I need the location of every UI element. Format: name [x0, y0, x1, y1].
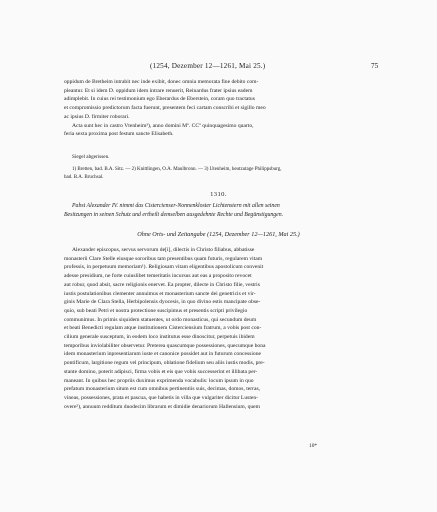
text-line: oppidum de Bretheim intrabit nec inde exibit, donec omnia memorata fine debito com-: [64, 79, 259, 85]
text-line: pleantur. Et si idem D. oppidum idem intrare renuerit, Reinardus frater ipsius eadem: [64, 87, 253, 94]
text-line: maneant. In quibus hec propriis duximus exprimenda vocabulis: locum ipsum in quo: [64, 377, 254, 384]
text-line: temporibus inviolabiliter observetur. Preterea quascumque possessiones, quecumque bona: [64, 342, 266, 349]
signature-mark: 10*: [309, 443, 318, 449]
text-line: vineas, possessiones, prata et pascua, que habetis in villa que vulgariter dicitur Lusten-: [64, 394, 259, 401]
text-line: prefatum monasterium situm est cum omnibus pertinentiis suis, decimas, domos, terras,: [64, 386, 261, 393]
text-line: adesse presidium, ne forte cuiuslibet temeritatis incursus aut eas a proposito revocet: [64, 273, 252, 280]
text-line: communimus. In primis siquidem statuentes, ut ordo monasticus, qui secundum deum: [64, 316, 257, 323]
continuation-paragraph: [64, 78, 382, 139]
date-place-line: Ohne Orts- und Zeitangabe (1254, Dezember 12—1261, Mai 25.): [137, 231, 300, 238]
document-rubric: [64, 202, 382, 220]
text-line: et beati Benedicti regulam atque institutionem Cisterciensium fratrum, a vobis post con-: [64, 325, 262, 332]
text-line: aut robur, quod absit, sacre religionis enervet. Ea propter, dilecte in Christo filie, vestris: [64, 281, 260, 288]
text-line: adimplebit. In cuius rei testimonium ego Eberardus de Eberstein, coram quo tractatus: [64, 96, 255, 103]
text-line: feria sexta proxima post festum sancte Elisabeth.: [64, 131, 174, 138]
rubric-line: Besitzungen in seinen Schutz und ertheilt demselben ausgedehnte Rechte und Begünstigungen.: [64, 211, 284, 218]
running-header: [0, 62, 437, 74]
text-line: iustis postulationibus clementer annuimus et monasterium sancte dei genetricis et vir-: [64, 290, 256, 297]
text-line: quio, sub beati Petri et nostra protectione suscipimus et presentis scripti privilegio: [64, 307, 248, 314]
text-line: professis, in perpetuum memoriam¹). Religiosam vitam eligentibus apostolicum convenit: [64, 264, 264, 271]
text-line: ginis Marie de Clara Stella, Herbipolensis dyocesis, in quo divino estis mancipate obse-: [64, 299, 261, 306]
footnotes: [64, 166, 382, 182]
text-line: cilium generale susceptum, in eodem loco institutus esse dinoscitur, perpetuis ibidem: [64, 334, 255, 341]
running-title: (1254, Dezember 12—1261, Mai 25.): [150, 62, 266, 70]
footnote-line: bad. B.A. Bruchsal.: [64, 175, 104, 181]
text-line: idem monasterium inpresentiarum iuste et canonice possidet aut in futurum concessione: [64, 351, 261, 358]
footnote-line: 1) Bretten, bad. B.A. Sitz. — 2) Knittlingen, O.A. Maulbronn. — 3) Utenheim, heutzutage Philippsburg,: [72, 167, 282, 172]
main-text: [64, 246, 382, 411]
text-line: monasterii Clare Stelle eiusque sororibus tam presentibus quam futuris, regularem vitam: [64, 255, 263, 262]
text-line: Acta sunt hec in castro Vtenheim³), anno domini Mº. CCº quinquagesimo quarto,: [72, 122, 254, 129]
text-line: stante domino, poterit adipisci, firma vobis et eis que vobis successerint et illibata per-: [64, 368, 258, 375]
text-line: Alexander episcopus, servus servorum de[i], dilectis in Christo filiabus, abbatisse: [72, 247, 255, 253]
text-line: ac ipsius D. firmiter roborari.: [64, 113, 130, 120]
rubric-line: Pabst Alexander IV. nimmt das Cistercienser-Nonnenkloster Lichtenstern mit allen seinen: [72, 203, 280, 209]
document-number: 1310.: [210, 191, 227, 198]
page-number: 75: [371, 62, 379, 70]
text-line: et compromissio predictorum facta fuerunt, presentem feci cartam conscribi et sigillo meo: [64, 105, 266, 112]
text-line: overe²), annuum redditum duodecim librarum et dimidie denariorum Hallensium, quem: [64, 403, 261, 410]
notes-heading: Siegel abgerissen.: [72, 154, 110, 160]
text-line: pontificum, largitione regum vel principum, oblatione fidelium seu aliis iustis modis, pre-: [64, 360, 265, 367]
